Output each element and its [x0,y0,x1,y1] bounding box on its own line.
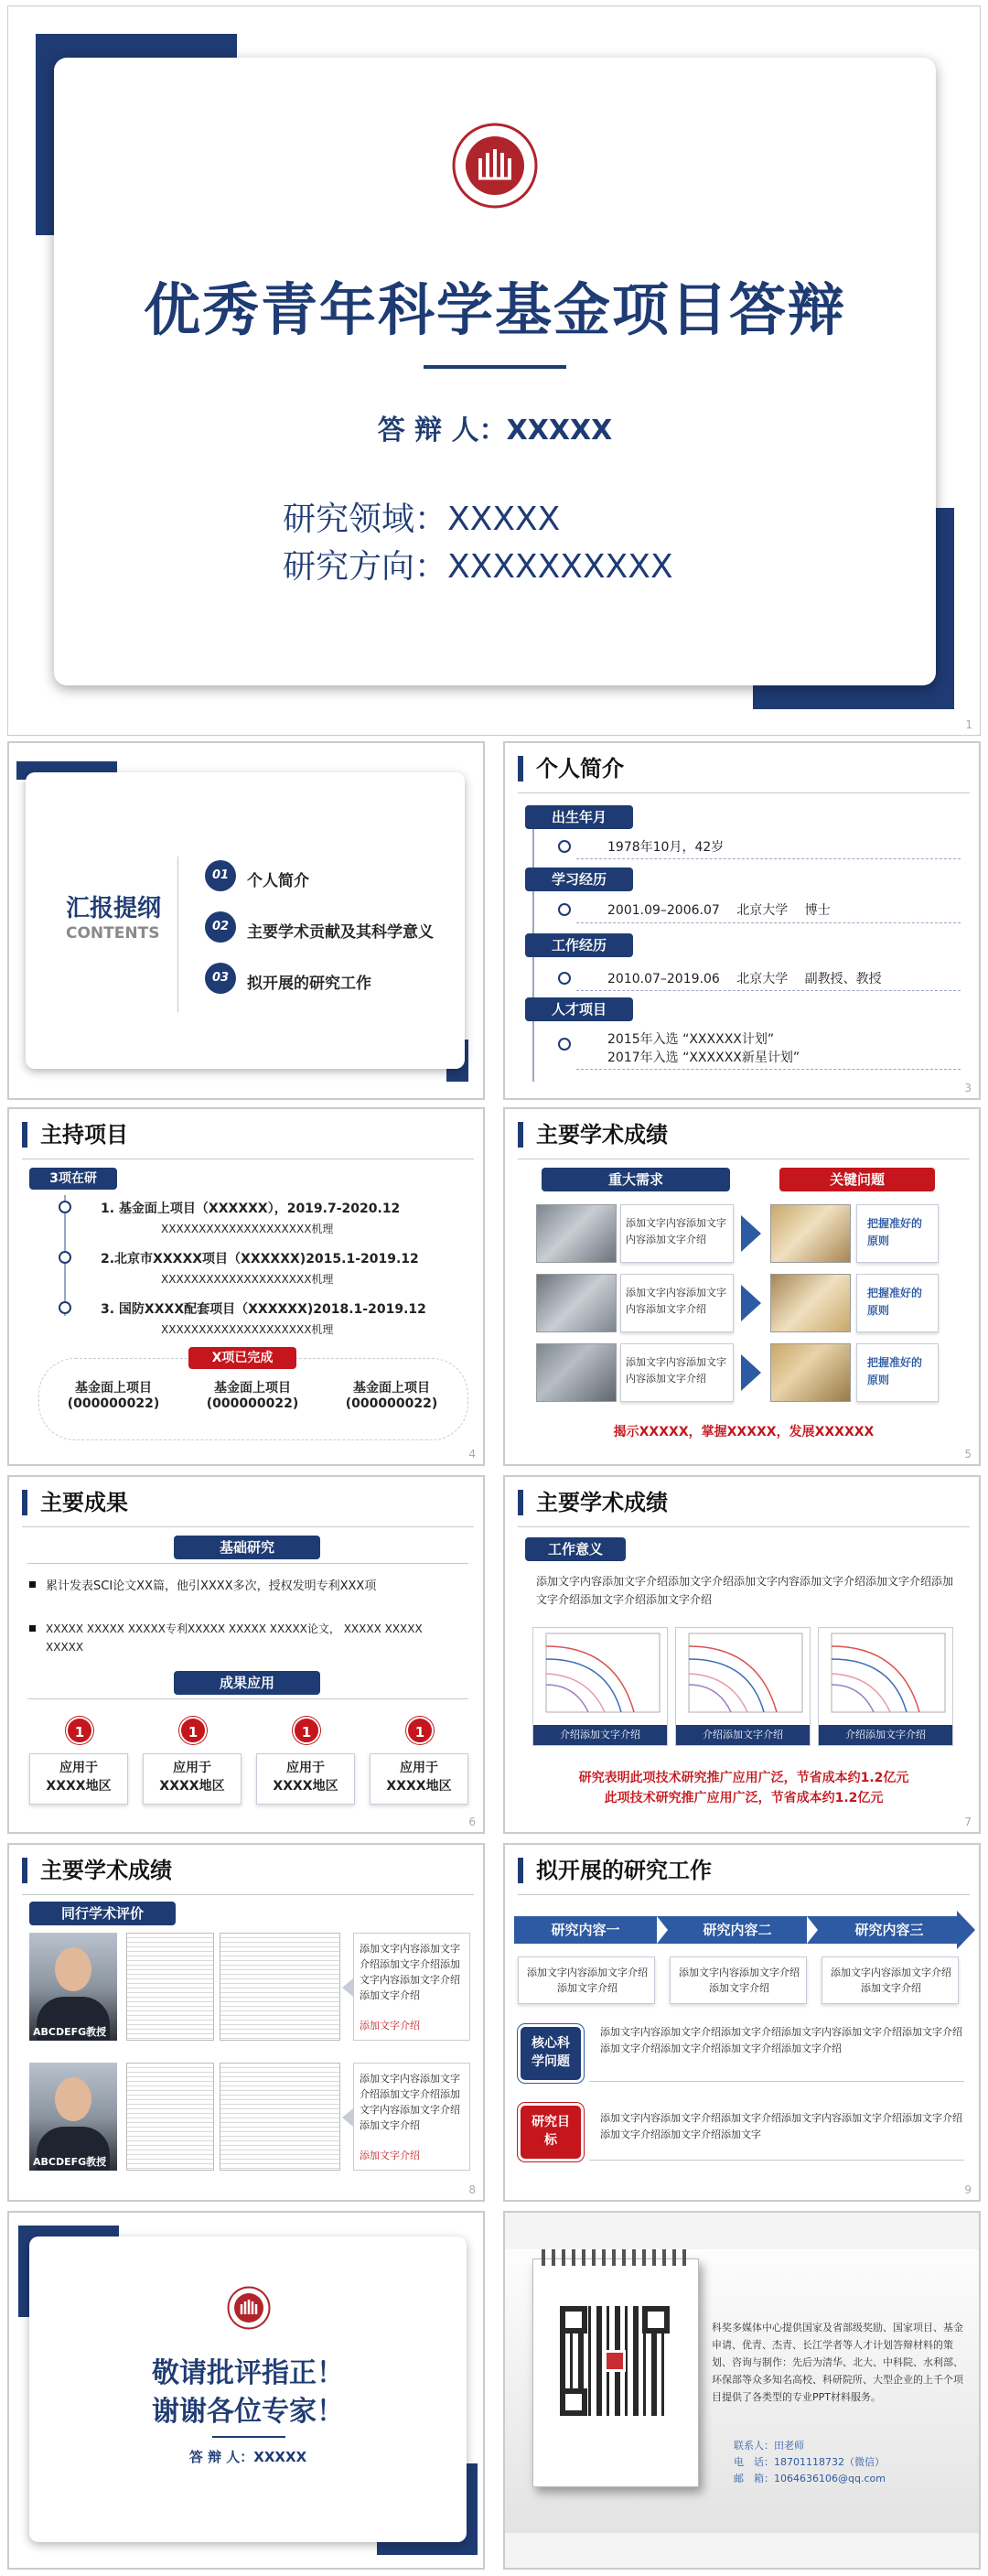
done-name: 基金面上项目 [353,1381,430,1396]
microscope-image [770,1343,851,1402]
page-number: 4 [468,1448,476,1460]
done-code: (000000022) [67,1396,160,1411]
comment-box [353,1933,470,2041]
qr-finder [560,2388,587,2416]
bullet-circle [59,1251,71,1264]
face-shape [55,1947,91,1991]
main-title: 优秀青年科学基金项目答辩 [143,276,846,343]
core-rule [589,2081,964,2082]
item-label: 个人简介 [247,872,309,890]
item-label: 主要学术贡献及其科学意义 [247,923,434,942]
contents-rule [177,857,178,1012]
slide-title [7,5,981,736]
row-text: 添加文字内容添加文字内容添加文字介绍 [626,1217,726,1245]
contents-title: 汇报提纲 [66,895,162,922]
slide-peer-review [7,1843,485,2202]
heading-rule [22,1894,474,1895]
slide-heading: 拟开展的研究工作 [518,1858,712,1883]
slide-profile [503,741,981,1100]
content-box-2 [670,1956,807,2004]
page-number: 1 [965,718,972,731]
box-text: 添加文字内容添加文字介绍添加文字介绍 [679,1967,800,1994]
chart-panel-1 [532,1627,668,1746]
research-direction: 研究方向：XXXXXXXXXX [283,548,673,586]
right-text: 把握准好的原则 [867,1217,923,1247]
slide-achievements-2 [503,1475,981,1834]
bullet-circle [558,903,571,916]
row-text: 添加文字内容添加文字内容添加文字介绍 [626,1356,726,1385]
bullet-1: 累计发表SCI论文XX篇，他引XXXX多次，授权发明专利XXX项 [46,1579,377,1593]
app-card-2 [143,1717,242,1805]
bullet-circle [558,1038,571,1051]
item-label: 拟开展的研究工作 [247,975,371,993]
page-number: 5 [964,1448,972,1460]
core-tag-text: 核心科学问题 [532,2036,570,2069]
app-card-3 [256,1717,355,1805]
slide-projects [7,1107,485,1466]
comment-text: 添加文字内容添加文字介绍添加文字介绍添加文字内容添加文字介绍添加文字介绍 [360,1943,460,2001]
slide-achievements-1 [503,1107,981,1466]
goal-text: 添加文字内容添加文字介绍添加文字介绍添加文字内容添加文字介绍添加文字介绍添加文字介绍添加文字介绍添加文字 [600,2112,962,2140]
university-logo [227,2286,271,2330]
face-shape [55,2077,91,2121]
tag-ongoing: 3项在研 [29,1168,117,1190]
right-text: 把握准好的原则 [867,1287,923,1317]
comment-highlight: 添加文字介绍 [360,2020,420,2032]
bullet-circle [59,1301,71,1314]
heading-rule [518,1894,970,1895]
microscope-image [770,1274,851,1332]
comment-highlight: 添加文字介绍 [360,2150,420,2161]
heading-rule [518,1526,970,1527]
project-3: 3. 国防XXXX配套项目（XXXXXX)2018.1-2019.12 [101,1302,426,1317]
bullet-square [29,1581,36,1588]
project-2-org: XXXXXXXXXXXXXXXXXXXX机理 [161,1273,334,1286]
saving-line-2: 此项技术研究推广应用广泛，节省成本约1.2亿元 [604,1791,884,1805]
page-number: 8 [468,2183,476,2196]
dash-rule [576,858,961,859]
page-number: 7 [964,1816,972,1828]
microscope-image [536,1204,617,1263]
title-divider [424,365,566,369]
university-logo [451,122,539,210]
app-number: 1 [179,1717,207,1744]
chart-caption: 介绍添加文字介绍 [533,1725,667,1745]
apply-line [27,1698,468,1699]
research-goal-tag [518,2103,584,2161]
microscope-image [536,1343,617,1402]
contact-person: 联系人：田老师 [734,2440,804,2452]
done-item-3 [328,1378,456,1411]
qr-code-icon [560,2306,670,2416]
project-1-org: XXXXXXXXXXXXXXXXXXXX机理 [161,1223,334,1235]
done-name: 基金面上项目 [75,1381,152,1396]
done-item-2 [188,1378,317,1411]
photo-label: ABCDEFG教授 [33,2156,107,2168]
thanks-defender: 答 辩 人：XXXXX [188,2449,307,2465]
chart-panel-2 [675,1627,811,1746]
slide-heading: 个人简介 [518,756,624,781]
photo-label: ABCDEFG教授 [33,2026,107,2038]
goal-tag-text: 研究目标 [532,2115,570,2148]
app-label: 应用于XXXX地区 [159,1761,225,1794]
slide-heading: 主要学术成绩 [518,1122,668,1148]
slide-contact [503,2211,981,2570]
tag-major-need: 重大需求 [542,1168,730,1191]
tag-education: 学习经历 [525,868,633,891]
microscope-image [536,1274,617,1332]
arrow-label-3: 研究内容三 [854,1922,924,1938]
tag-talent: 人才项目 [525,997,633,1021]
curve-plot [533,1628,667,1725]
slide-heading: 主要学术成绩 [518,1490,668,1515]
app-label: 应用于XXXX地区 [386,1761,452,1794]
right-text: 把握准好的原则 [867,1356,923,1386]
talent-line-2: 2017年入选 “XXXXXX新星计划” [607,1051,800,1065]
tag-key-problem: 关键问题 [779,1168,935,1191]
goal-rule [589,2160,964,2161]
qr-finder [642,2306,670,2333]
slide-research-plan [503,1843,981,2202]
done-item-1 [49,1378,177,1411]
paper-thumb [220,1933,340,2041]
item-number-badge: 02 [205,911,236,943]
slide-heading: 主要成果 [22,1490,128,1515]
thanks-divider [212,2436,285,2438]
row-text: 添加文字内容添加文字内容添加文字介绍 [626,1287,726,1315]
arrow-label-2: 研究内容二 [703,1922,772,1938]
app-card-4 [370,1717,468,1805]
work-text: 2010.07–2019.06 北京大学 副教授、教授 [607,972,882,986]
bullet-circle [59,1201,71,1213]
heading-rule [518,792,970,793]
thanks-line-1: 敬请批评指正！ [152,2357,344,2389]
slide-heading: 主要学术成绩 [22,1858,172,1883]
curve-plot [676,1628,810,1725]
item-number-badge: 03 [205,963,236,994]
speech-pointer [342,1978,353,1997]
heading-rule [22,1526,474,1527]
paper-thumb [126,2063,214,2171]
dash-rule [576,990,961,991]
row-3 [505,1340,981,1406]
project-1: 1. 基金面上项目（XXXXXX），2019.7-2020.12 [101,1202,401,1216]
paper-thumb [126,1933,214,2041]
bullet-2: XXXXX XXXXX XXXXX专利XXXXX XXXXX XXXXX论文， XXXXX XXXXX XXXXX [46,1622,423,1654]
slide-thanks [7,2211,485,2570]
birth-text: 1978年10月，42岁 [607,840,725,855]
bullet-square [29,1625,36,1632]
contents-subtitle: CONTENTS [66,924,160,943]
defender-line: 答 辩 人：XXXXX [377,415,613,447]
item-number-badge: 01 [205,860,236,891]
arrow-label-1: 研究内容一 [551,1922,620,1938]
tag-work: 工作经历 [525,933,633,957]
slide-results [7,1475,485,1834]
microscope-image [770,1204,851,1263]
comment-box [353,2063,470,2171]
tag-birth: 出生年月 [525,805,633,829]
tag-completed: X项已完成 [188,1347,296,1369]
significance-text: 添加文字内容添加文字介绍添加文字介绍添加文字内容添加文字介绍添加文字介绍添加文字介绍添加文字介绍添加文字介绍 [536,1575,954,1606]
chart-caption: 介绍添加文字介绍 [676,1725,810,1745]
done-code: (000000022) [345,1396,438,1411]
arrow-right-icon [741,1285,761,1321]
contact-email: 邮 箱：1064636106@qq.com [734,2473,886,2484]
paper-thumb [220,2063,340,2171]
page-number: 6 [468,1816,476,1828]
page-number: 3 [964,1082,972,1094]
done-code: (000000022) [206,1396,299,1411]
dash-rule [576,1069,961,1070]
row-2 [505,1270,981,1336]
tag-peer-review: 同行学术评价 [29,1902,176,1925]
slide-heading: 主持项目 [22,1122,128,1148]
app-number: 1 [66,1717,93,1744]
chart-caption: 介绍添加文字介绍 [819,1725,952,1745]
research-field: 研究领域：XXXXX [283,501,561,538]
row-1 [505,1201,981,1266]
qr-center-logo [604,2350,626,2372]
done-name: 基金面上项目 [214,1381,291,1396]
box-text: 添加文字内容添加文字介绍添加文字介绍 [831,1967,951,1994]
comment-text: 添加文字内容添加文字介绍添加文字介绍添加文字内容添加文字介绍添加文字介绍 [360,2073,460,2131]
app-label: 应用于XXXX地区 [273,1761,338,1794]
qr-finder [560,2306,587,2333]
speech-pointer [342,2108,353,2127]
slide-contents [7,741,485,1100]
bullet-circle [558,972,571,985]
arrow-right-icon [741,1215,761,1252]
tag-application: 成果应用 [174,1671,320,1695]
app-number: 1 [406,1717,434,1744]
content-box-1 [518,1956,655,2004]
page-number: 9 [964,2183,972,2196]
talent-line-1: 2015年入选 “XXXXXX计划” [607,1032,775,1047]
curve-plot [819,1628,952,1725]
saving-line-1: 研究表明此项技术研究推广应用广泛，节省成本约1.2亿元 [578,1771,909,1785]
app-number: 1 [293,1717,320,1744]
bullet-circle [558,840,571,853]
tag-basic-research: 基础研究 [174,1536,320,1559]
basic-line [27,1563,468,1564]
core-text: 添加文字内容添加文字介绍添加文字介绍添加文字内容添加文字介绍添加文字介绍添加文字介绍添加文字介绍添加文字介绍添加文字介绍 [600,2026,962,2054]
chart-panel-3 [818,1627,953,1746]
box-text: 添加文字内容添加文字介绍添加文字介绍 [527,1967,648,1994]
thanks-line-2: 谢谢各位专家！ [152,2396,344,2428]
arrow-right-icon [741,1354,761,1391]
app-card-1 [29,1717,128,1805]
content-box-3 [822,1956,959,2004]
app-label: 应用于XXXX地区 [46,1761,112,1794]
contact-phone: 电 话：18701118732（微信） [734,2456,885,2468]
project-2: 2.北京市XXXXX项目（XXXXXX)2015.1-2019.12 [101,1252,419,1266]
tag-significance: 工作意义 [525,1537,626,1561]
service-description: 科奖多媒体中心提供国家及省部级奖励、国家项目、基金申请、优青、杰青、长江学者等人才计划答辩材料的策划、咨询与制作：先后为清华、北大、中科院、水利部、环保部等众多知名高校、科研院所、大型企业的上千个项目提供了各类型的专业PPT材料服务。 [712,2322,963,2403]
project-3-org: XXXXXXXXXXXXXXXXXXXX机理 [161,1323,334,1336]
conclusion-text: 揭示XXXXX，掌握XXXXX，发展XXXXXX [613,1425,875,1439]
core-question-tag [518,2024,584,2083]
notebook-spiral [542,2249,690,2266]
education-text: 2001.09–2006.07 北京大学 博士 [607,903,831,918]
dash-rule [576,922,961,923]
